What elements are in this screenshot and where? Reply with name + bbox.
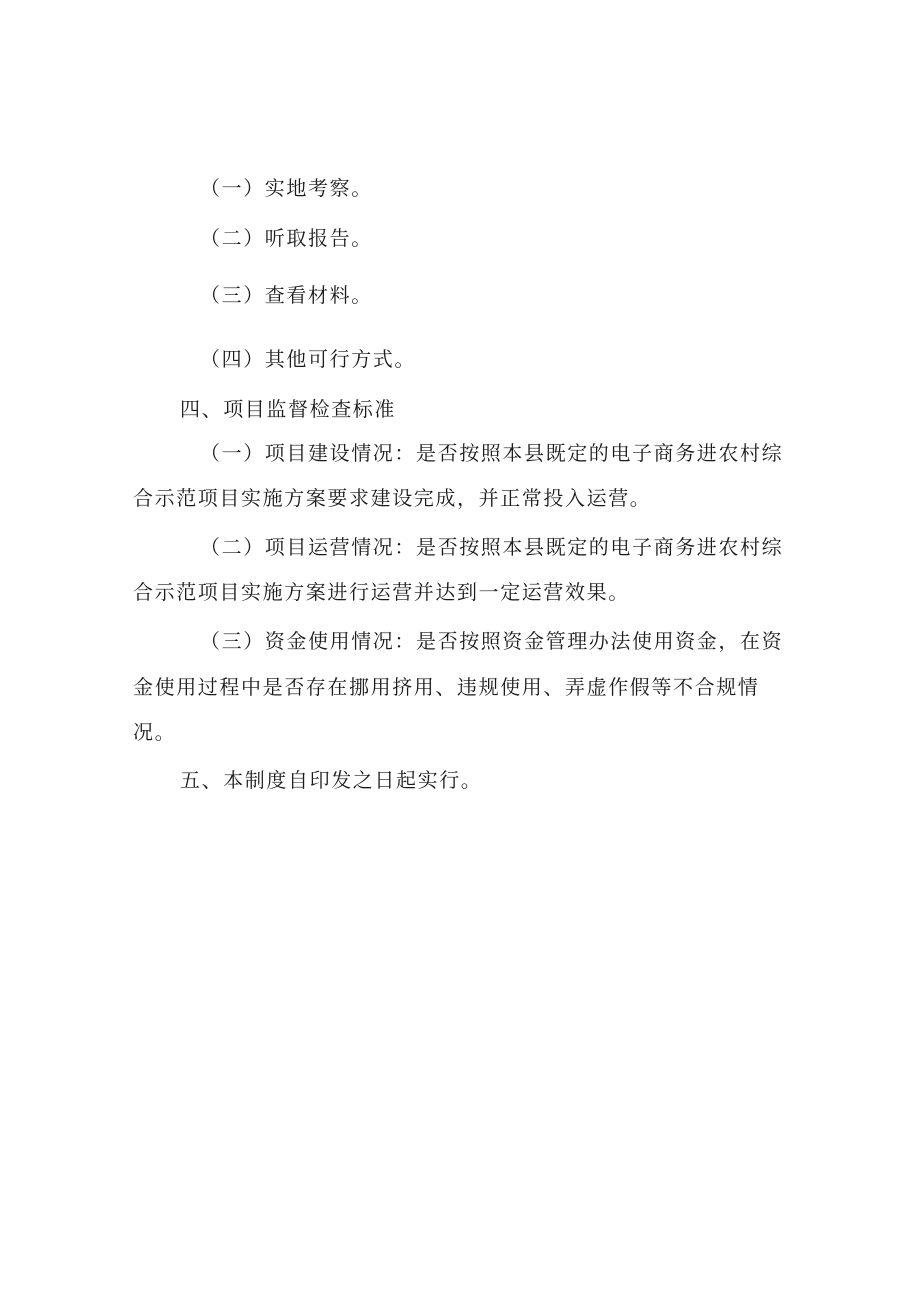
section-heading: 四、项目监督检查标准 <box>180 397 396 421</box>
standard-item-2-line-1: （二）项目运营情况：是否按照本县既定的电子商务进农村综 <box>200 535 784 559</box>
method-item-1: （一）实地考察。 <box>200 176 373 200</box>
method-item-2: （二）听取报告。 <box>200 226 373 250</box>
section-5-paragraph: 五、本制度自印发之日起实行。 <box>180 768 483 792</box>
standard-item-3-line-3: 况。 <box>133 720 177 744</box>
standard-item-3-line-1: （三）资金使用情况：是否按照资金管理办法使用资金，在资 <box>200 629 784 653</box>
method-item-3: （三）查看材料。 <box>200 283 373 307</box>
method-item-4: （四）其他可行方式。 <box>200 347 416 371</box>
standard-item-1-line-2: 合示范项目实施方案要求建设完成，并正常投入运营。 <box>133 486 652 510</box>
standard-item-3-line-2: 金使用过程中是否存在挪用挤用、违规使用、弄虚作假等不合规情 <box>133 675 760 699</box>
standard-item-1-line-1: （一）项目建设情况：是否按照本县既定的电子商务进农村综 <box>200 441 784 465</box>
standard-item-2-line-2: 合示范项目实施方案进行运营并达到一定运营效果。 <box>133 580 630 604</box>
